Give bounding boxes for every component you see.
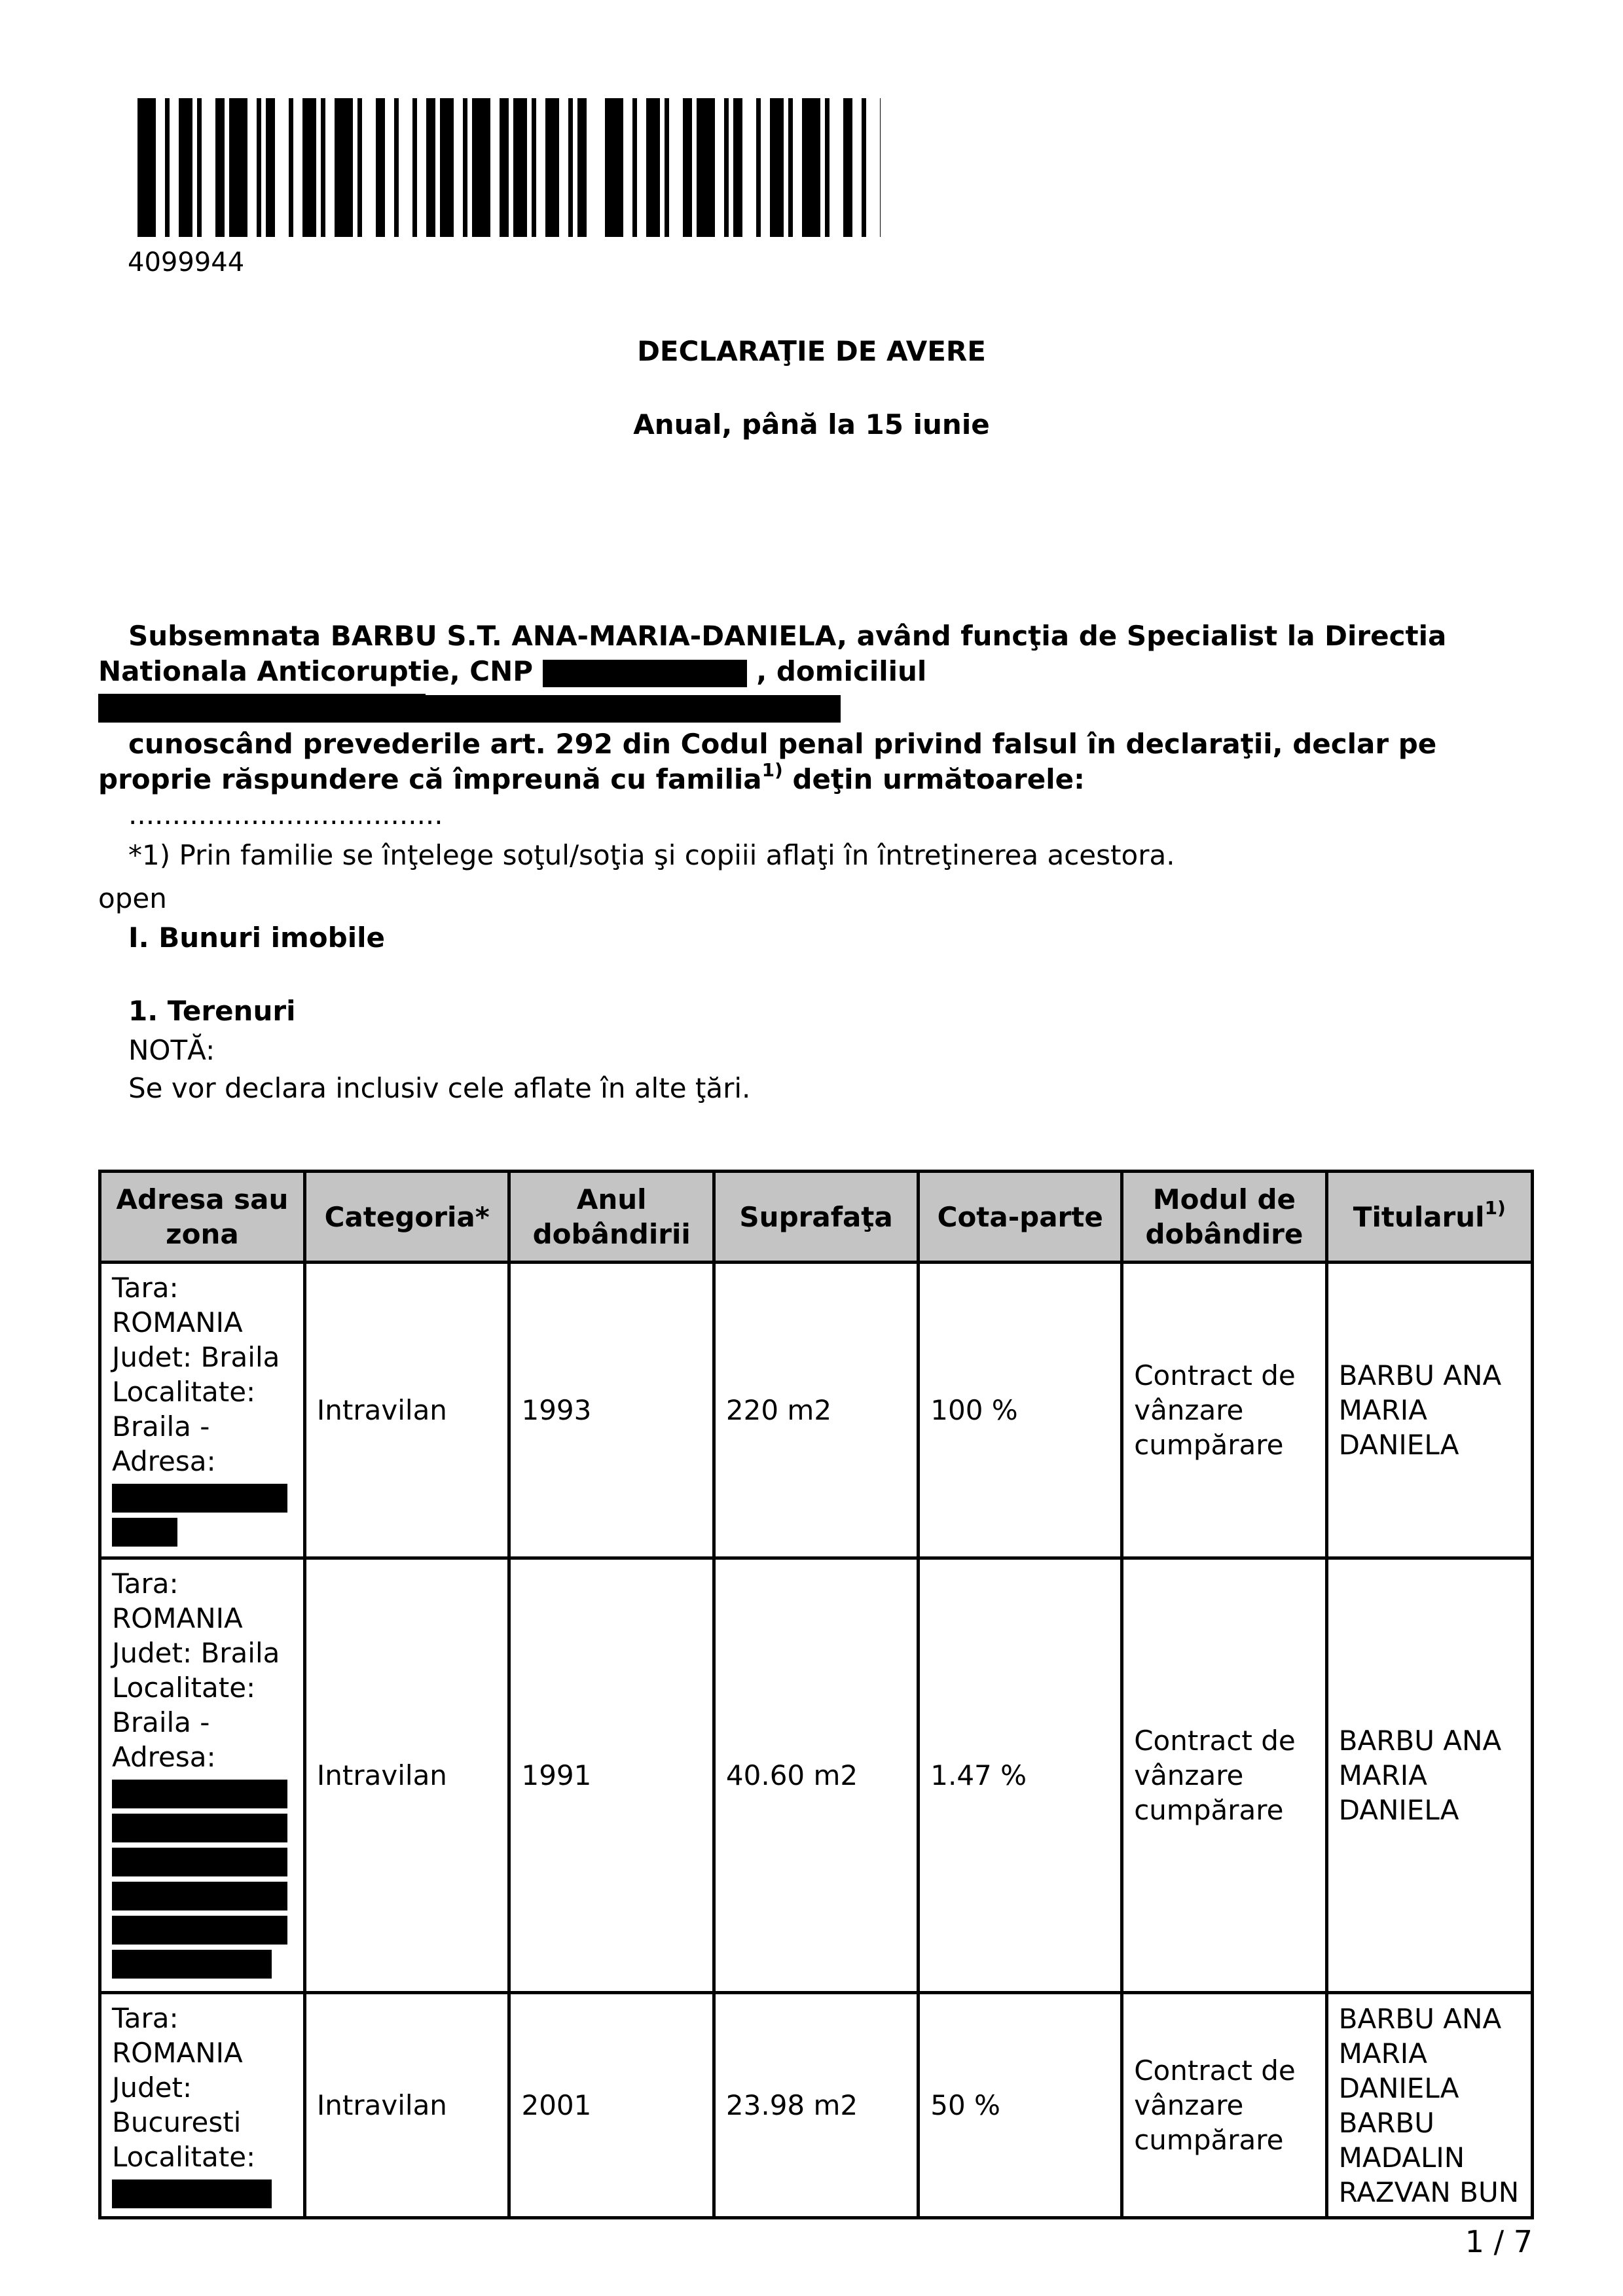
cell-holder: BARBU ANA MARIA DANIELA <box>1326 1558 1532 1993</box>
barcode-bar <box>577 98 587 237</box>
address-text: Tara: ROMANIA Judet: Braila Localitate: Braila - Adresa: <box>112 1272 280 1477</box>
barcode-bar <box>357 98 362 237</box>
redacted-block <box>112 1814 287 1842</box>
barcode-bar <box>665 98 669 237</box>
cell-area: 220 m2 <box>714 1263 918 1558</box>
redacted-block <box>112 1950 272 1979</box>
dotted-line: .................................... <box>128 798 443 831</box>
address-text: Tara: ROMANIA Judet: Braila Localitate: Braila - Adresa: <box>112 1568 280 1773</box>
header-address: Adresa sau zona <box>100 1172 305 1263</box>
barcode-bar <box>632 98 637 237</box>
cell-holder: BARBU ANA MARIA DANIELA <box>1326 1263 1532 1558</box>
barcode-bar <box>733 98 742 237</box>
subsection-title: 1. Terenuri <box>128 995 296 1027</box>
cell-share: 50 % <box>919 1993 1122 2218</box>
cell-mode: Contract de vânzare cumpărare <box>1122 1263 1326 1558</box>
nota-label: NOTĂ: <box>128 1034 215 1066</box>
cell-year: 1991 <box>509 1558 714 1993</box>
barcode-bar <box>788 98 793 237</box>
barcode <box>137 98 881 237</box>
cell-address <box>100 1263 305 1558</box>
barcode-bar <box>802 98 820 237</box>
barcode-bar <box>165 98 170 237</box>
cell-mode: Contract de vânzare cumpărare <box>1122 1558 1326 1993</box>
header-share: Cota-parte <box>919 1172 1122 1263</box>
barcode-bar <box>513 98 527 237</box>
barcode-bar <box>880 98 881 237</box>
header-holder-footnote: 1) <box>1484 1196 1506 1219</box>
page-number: 1 / 7 <box>1465 2224 1533 2259</box>
barcode-bar <box>229 98 247 237</box>
open-label: open <box>98 882 167 914</box>
redacted-block <box>112 1780 287 1808</box>
table-row <box>100 1263 1533 1558</box>
barcode-bar <box>724 98 729 237</box>
barcode-bar <box>843 98 852 237</box>
barcode-bar <box>266 98 275 237</box>
nota-text: Se vor declara inclusiv cele aflate în alte ţări. <box>128 1072 751 1104</box>
address-text: Tara: ROMANIA Judet: Bucuresti Localitate: <box>112 2002 256 2173</box>
section-title: I. Bunuri imobile <box>128 922 386 954</box>
barcode-bar <box>463 98 467 237</box>
cell-share: 1.47 % <box>919 1558 1122 1993</box>
footnote-family: *1) Prin familie se înţelege soţul/soţia şi copiii aflaţi în întreţinerea acestora. <box>128 839 1175 871</box>
barcode-bar <box>412 98 417 237</box>
barcode-bar <box>137 98 156 237</box>
header-holder-label: Titularul <box>1353 1200 1485 1233</box>
cell-category: Intravilan <box>304 1263 509 1558</box>
intro-text-1a: Subsemnata BARBU S.T. ANA-MARIA-DANIELA, având funcţia de Specialist la Directia Nationala Anticoruptie, CNP <box>98 620 1447 687</box>
barcode-bar <box>825 98 830 237</box>
intro-text-2b: deţin următoarele: <box>792 763 1085 795</box>
header-area: Suprafaţa <box>714 1172 918 1263</box>
barcode-bar <box>321 98 325 237</box>
barcode-bar <box>394 98 399 237</box>
table-header-row <box>100 1172 1533 1263</box>
barcode-bar <box>683 98 692 237</box>
redacted-block <box>112 1882 287 1910</box>
cell-year: 2001 <box>509 1993 714 2218</box>
barcode-bar <box>862 98 866 237</box>
document-title: DECLARAŢIE DE AVERE <box>637 335 986 367</box>
intro-text-1b: , domiciliul <box>756 655 927 687</box>
redacted-block <box>112 2179 272 2208</box>
redacted-address-continued <box>98 694 426 723</box>
barcode-bar <box>646 98 660 237</box>
barcode-bar <box>532 98 536 237</box>
barcode-bar <box>257 98 261 237</box>
land-table <box>98 1170 1534 2219</box>
footnote-marker: 1) <box>761 759 783 781</box>
barcode-bar <box>179 98 192 237</box>
header-mode: Modul de dobândire <box>1122 1172 1326 1263</box>
barcode-bar <box>756 98 761 237</box>
header-year: Anul dobândirii <box>509 1172 714 1263</box>
barcode-bar <box>568 98 573 237</box>
cell-category: Intravilan <box>304 1993 509 2218</box>
intro-text-2a: cunoscând prevederile art. 292 din Codul penal privind falsul în declaraţii, declar pe proprie răspundere că împreună cu familia <box>98 728 1437 795</box>
header-holder <box>1326 1172 1532 1263</box>
table-row <box>100 1558 1533 1993</box>
barcode-bar <box>472 98 490 237</box>
barcode-bar <box>426 98 435 237</box>
barcode-bar <box>605 98 623 237</box>
barcode-bar <box>545 98 559 237</box>
document-subtitle: Anual, până la 15 iunie <box>633 408 990 440</box>
barcode-bar <box>697 98 715 237</box>
cell-address <box>100 1993 305 2218</box>
header-category: Categoria* <box>304 1172 509 1263</box>
intro-paragraph-2 <box>98 726 1532 797</box>
redacted-block <box>112 1848 287 1876</box>
barcode-bar <box>770 98 784 237</box>
cell-category: Intravilan <box>304 1558 509 1993</box>
redacted-cnp <box>543 660 747 687</box>
barcode-bar <box>376 98 385 237</box>
barcode-bar <box>289 98 293 237</box>
cell-holder: BARBU ANA MARIA DANIELA BARBU MADALIN RAZVAN BUN <box>1326 1993 1532 2218</box>
cell-area: 40.60 m2 <box>714 1558 918 1993</box>
barcode-number: 4099944 <box>128 247 245 278</box>
barcode-bar <box>302 98 316 237</box>
cell-share: 100 % <box>919 1263 1122 1558</box>
barcode-bar <box>335 98 353 237</box>
redacted-block <box>112 1916 287 1945</box>
cell-mode: Contract de vânzare cumpărare <box>1122 1993 1326 2218</box>
redacted-block <box>112 1484 287 1513</box>
barcode-bar <box>197 98 202 237</box>
redacted-block <box>112 1518 177 1547</box>
cell-area: 23.98 m2 <box>714 1993 918 2218</box>
barcode-bar <box>440 98 454 237</box>
barcode-bar <box>500 98 509 237</box>
cell-year: 1993 <box>509 1263 714 1558</box>
cell-address <box>100 1558 305 1993</box>
barcode-bar <box>215 98 225 237</box>
table-row <box>100 1993 1533 2218</box>
